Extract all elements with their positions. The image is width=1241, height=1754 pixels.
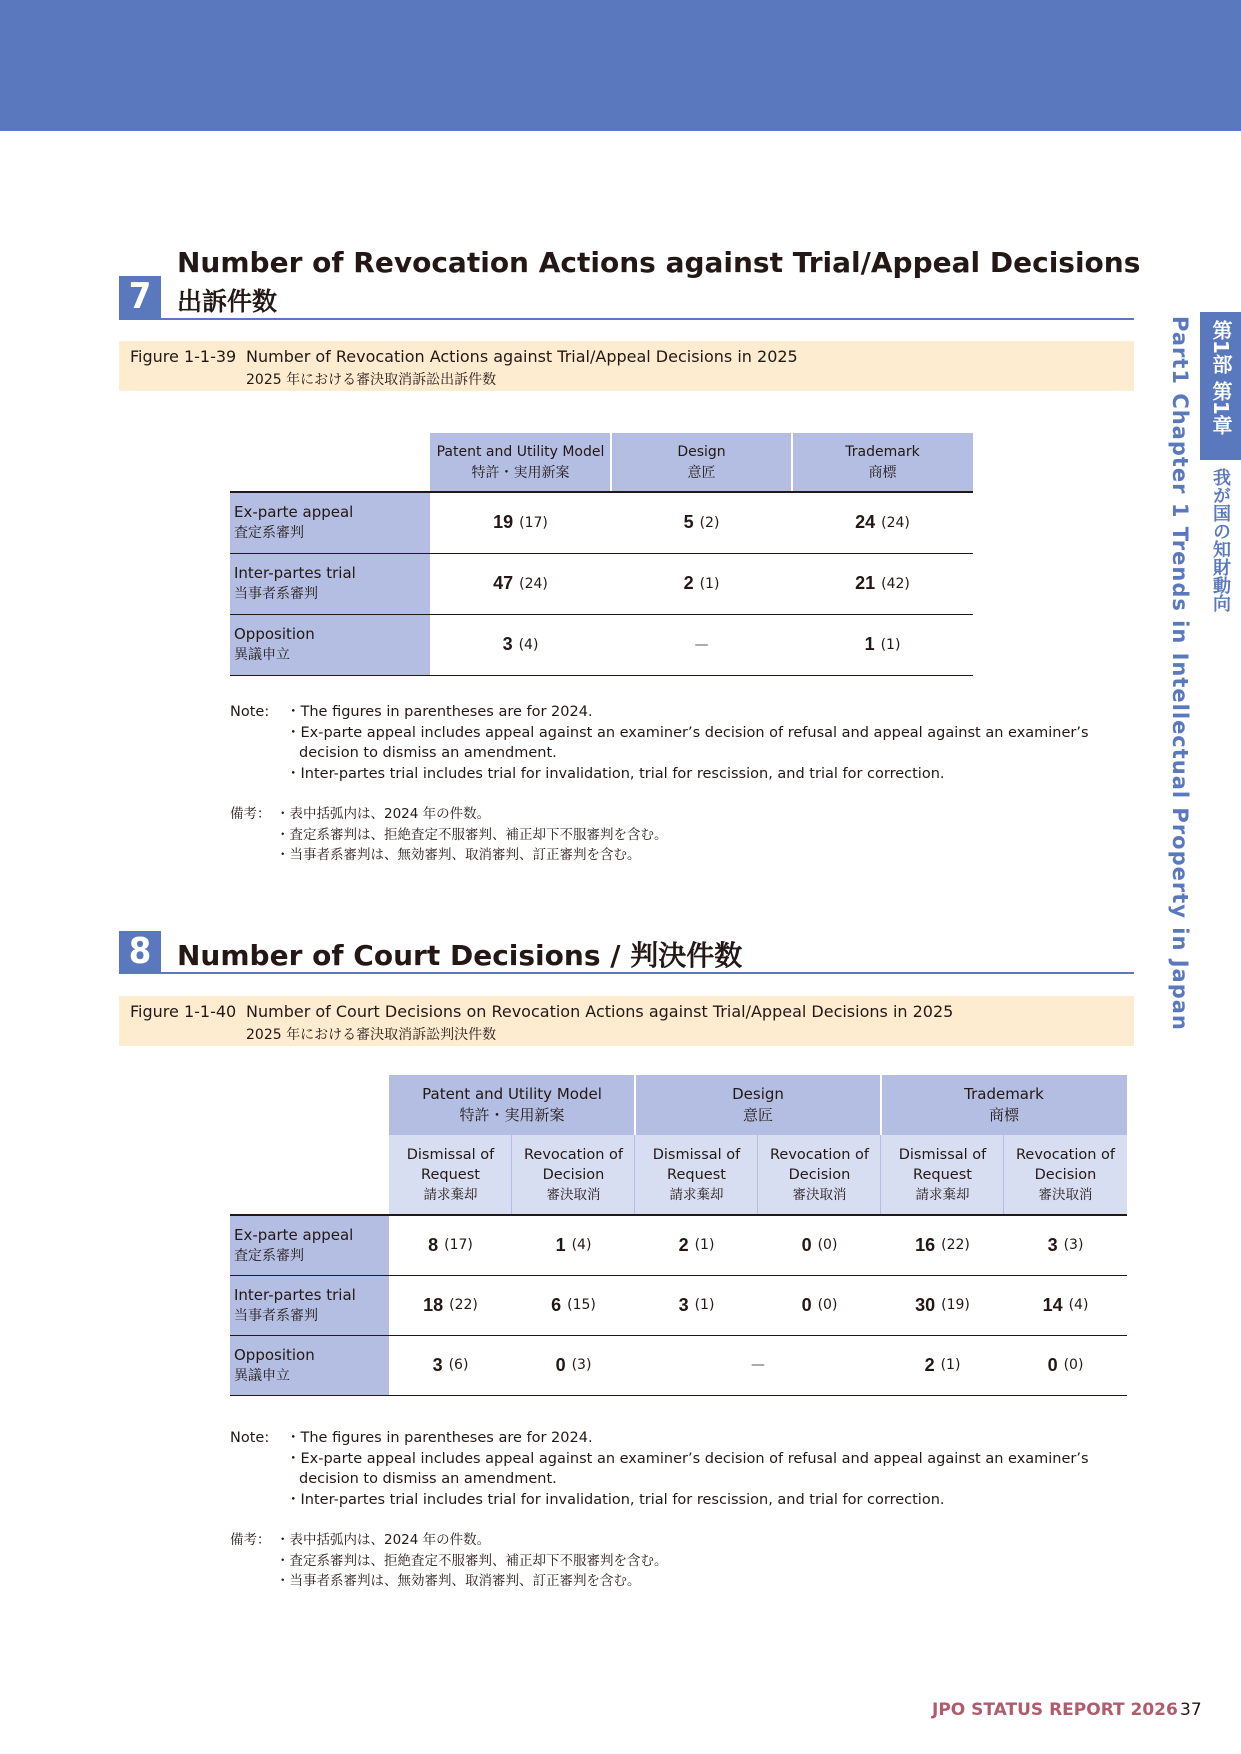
note-text: ・査定系審判は、拒絶査定不服審判、補正却下不服審判を含む。 bbox=[276, 1552, 668, 1569]
cell-value: 0 bbox=[1047, 1354, 1058, 1375]
side-chapter-jp: 我が国の知財動向 bbox=[1210, 468, 1231, 612]
subcolumn-line1: Revocation of bbox=[523, 1147, 623, 1163]
section-7-notes-jp bbox=[230, 804, 668, 866]
column-header-en: Patent and Utility Model bbox=[436, 443, 605, 460]
row-header-en: Ex-parte appeal bbox=[234, 503, 354, 521]
note-text: ・表中括弧内は、2024 年の件数。 bbox=[276, 806, 491, 822]
note-label: Note: bbox=[230, 1430, 270, 1446]
header-band bbox=[0, 0, 1241, 131]
subcolumn-jp: 請求棄却 bbox=[669, 1187, 724, 1203]
cell-value: 3 bbox=[502, 634, 513, 654]
figure-1-1-40-caption bbox=[119, 996, 1134, 1046]
cell-value-2024: (17) bbox=[444, 1237, 473, 1253]
row-rule bbox=[230, 675, 973, 676]
subcolumn-jp: 審決取消 bbox=[546, 1187, 601, 1203]
group-separator bbox=[634, 1075, 636, 1135]
note-line bbox=[230, 723, 1146, 764]
subcolumn-line1: Dismissal of bbox=[406, 1147, 495, 1163]
note-indent bbox=[230, 825, 276, 846]
row-header bbox=[230, 615, 430, 675]
row-header bbox=[230, 1216, 389, 1275]
page-number: 37 bbox=[1180, 1700, 1202, 1720]
cell-value: 30 bbox=[915, 1294, 936, 1315]
note-text: ・表中括弧内は、2024 年の件数。 bbox=[276, 1532, 491, 1548]
cell-value: 8 bbox=[428, 1234, 439, 1255]
cell-value-2024: (22) bbox=[449, 1297, 478, 1313]
cell-value-2024: (6) bbox=[448, 1357, 469, 1373]
cell-value-2024: (15) bbox=[567, 1297, 596, 1313]
note-line bbox=[230, 804, 668, 825]
figure-title-jp: 2025 年における審決取消訴訟判決件数 bbox=[246, 1027, 497, 1043]
section-8-rule bbox=[119, 972, 1134, 974]
cell-value-2024: (0) bbox=[817, 1297, 838, 1313]
cell-value: 0 bbox=[801, 1234, 812, 1255]
note-label: 備考： bbox=[230, 1532, 271, 1548]
header-separator bbox=[610, 433, 612, 492]
subcolumn-line2: Request bbox=[667, 1167, 726, 1183]
cell-value-2024: (3) bbox=[571, 1357, 592, 1373]
figure-1-1-39-caption bbox=[119, 341, 1134, 391]
cell-value-2024: (4) bbox=[1068, 1297, 1089, 1313]
subcolumn-line2: Request bbox=[913, 1167, 972, 1183]
table-cell bbox=[758, 1275, 881, 1335]
note-text: ・Inter-partes trial includes trial for invalidation, trial for rescission, and trial for correction. bbox=[286, 765, 945, 782]
note-text: ・The figures in parentheses are for 2024. bbox=[286, 704, 593, 720]
column-header bbox=[430, 433, 611, 492]
table-cell bbox=[430, 553, 611, 614]
row-header-jp: 査定系審判 bbox=[234, 1247, 304, 1264]
side-chapter-label: Part1 Chapter 1 Trends in Intellectual Property in Japan bbox=[1168, 316, 1192, 1031]
note-text: ・当事者系審判は、無効審判、取消審判、訂正審判を含む。 bbox=[276, 847, 641, 863]
column-group-en: Trademark bbox=[964, 1085, 1044, 1103]
no-data-dash: — bbox=[694, 636, 709, 653]
table-cell bbox=[611, 553, 792, 614]
cell-value-2024: (4) bbox=[518, 636, 539, 653]
subcolumn-separator bbox=[511, 1135, 512, 1215]
no-data-dash: — bbox=[751, 1357, 765, 1373]
table-cell bbox=[792, 614, 973, 675]
subcolumn-separator bbox=[880, 1135, 881, 1215]
cell-value-2024: (0) bbox=[817, 1237, 838, 1253]
table-cell bbox=[881, 1215, 1004, 1275]
cell-value: 19 bbox=[493, 512, 514, 532]
cell-value-2024: (24) bbox=[881, 514, 910, 531]
figure-number: Figure 1-1-40 bbox=[130, 1002, 237, 1021]
header-separator bbox=[791, 433, 793, 492]
subcolumn-line2: Decision bbox=[542, 1167, 605, 1183]
subcolumn-header bbox=[758, 1135, 881, 1215]
table-cell bbox=[1004, 1215, 1127, 1275]
column-group-header bbox=[389, 1075, 635, 1135]
subcolumn-separator bbox=[634, 1135, 635, 1215]
note-indent bbox=[230, 723, 286, 764]
cell-value-2024: (0) bbox=[1063, 1357, 1084, 1373]
column-group-header bbox=[881, 1075, 1127, 1135]
row-header-en: Opposition bbox=[234, 625, 315, 643]
note-line bbox=[230, 1571, 668, 1592]
cell-value-2024: (3) bbox=[1063, 1237, 1084, 1253]
table-cell bbox=[512, 1275, 635, 1335]
table-cell bbox=[512, 1215, 635, 1275]
section-7-title-jp: 出訴件数 bbox=[177, 287, 278, 316]
cell-value: 21 bbox=[855, 573, 876, 593]
table-cell bbox=[1004, 1335, 1127, 1395]
cell-value: 1 bbox=[555, 1234, 566, 1255]
empty-cell bbox=[635, 1335, 881, 1395]
cell-value: 47 bbox=[493, 573, 514, 593]
cell-value: 1 bbox=[864, 634, 875, 654]
column-header-jp: 意匠 bbox=[687, 464, 716, 481]
subcolumn-line1: Revocation of bbox=[769, 1147, 869, 1163]
cell-value: 0 bbox=[555, 1354, 566, 1375]
row-header-jp: 異議申立 bbox=[234, 1367, 290, 1384]
subcolumn-line1: Revocation of bbox=[1015, 1147, 1115, 1163]
cell-value-2024: (1) bbox=[699, 575, 720, 592]
cell-value-2024: (42) bbox=[881, 575, 910, 592]
cell-value-2024: (1) bbox=[694, 1297, 715, 1313]
figure-title-en: Number of Revocation Actions against Trial/Appeal Decisions in 2025 bbox=[246, 347, 798, 366]
note-text: ・当事者系審判は、無効審判、取消審判、訂正審判を含む。 bbox=[276, 1573, 641, 1589]
note-line bbox=[230, 1551, 668, 1572]
table-cell bbox=[881, 1335, 1004, 1395]
column-group-jp: 商標 bbox=[988, 1106, 1019, 1124]
table-cell bbox=[389, 1275, 512, 1335]
empty-cell bbox=[611, 614, 792, 675]
table-cell bbox=[430, 492, 611, 553]
side-part-tab bbox=[1200, 312, 1241, 460]
cell-value: 3 bbox=[678, 1294, 689, 1315]
note-text: ・Inter-partes trial includes trial for invalidation, trial for rescission, and trial for correction. bbox=[286, 1491, 945, 1508]
table-cell bbox=[389, 1335, 512, 1395]
table-cell bbox=[792, 492, 973, 553]
subcolumn-header bbox=[1004, 1135, 1127, 1215]
note-indent bbox=[230, 1490, 286, 1511]
row-header-en: Inter-partes trial bbox=[234, 564, 356, 582]
subcolumn-line1: Dismissal of bbox=[898, 1147, 987, 1163]
section-7-rule bbox=[119, 318, 1134, 320]
note-line bbox=[230, 825, 668, 846]
section-7-number: 7 bbox=[119, 276, 161, 318]
figure-number: Figure 1-1-39 bbox=[130, 347, 237, 366]
subcolumn-line2: Decision bbox=[788, 1167, 851, 1183]
cell-value: 24 bbox=[855, 512, 876, 532]
row-rule bbox=[230, 1395, 1127, 1396]
row-header-en: Inter-partes trial bbox=[234, 1285, 356, 1304]
column-group-jp: 意匠 bbox=[742, 1106, 773, 1124]
section-7-title-en: Number of Revocation Actions against Trial/Appeal Decisions bbox=[177, 246, 1141, 279]
note-indent bbox=[230, 1551, 276, 1572]
note-text: ・The figures in parentheses are for 2024. bbox=[286, 1430, 593, 1446]
note-text: ・Ex-parte appeal includes appeal against an examiner’s decision of refusal and appeal against an examiner’s decision to dismiss an amendment. bbox=[286, 724, 1089, 761]
table-cell bbox=[881, 1275, 1004, 1335]
cell-value-2024: (19) bbox=[941, 1297, 970, 1313]
cell-value-2024: (2) bbox=[699, 514, 720, 531]
row-header-jp: 当事者系審判 bbox=[234, 586, 318, 602]
note-text: ・査定系審判は、拒絶査定不服審判、補正却下不服審判を含む。 bbox=[276, 826, 668, 843]
column-header bbox=[792, 433, 973, 492]
table-cell bbox=[512, 1335, 635, 1395]
table-cell bbox=[635, 1275, 758, 1335]
column-group-jp: 特許・実用新案 bbox=[459, 1106, 565, 1124]
note-line bbox=[230, 845, 668, 866]
column-group-en: Patent and Utility Model bbox=[422, 1085, 602, 1103]
row-header bbox=[230, 1336, 389, 1395]
cell-value: 18 bbox=[423, 1294, 444, 1315]
figure-title-en: Number of Court Decisions on Revocation Actions against Trial/Appeal Decisions in 2025 bbox=[246, 1002, 954, 1021]
section-7-notes-en bbox=[230, 702, 1146, 784]
column-group-en: Design bbox=[732, 1085, 784, 1103]
column-header-jp: 商標 bbox=[868, 464, 897, 481]
note-line bbox=[230, 1428, 1146, 1449]
subcolumn-header bbox=[389, 1135, 512, 1215]
note-indent bbox=[230, 845, 276, 866]
subcolumn-header bbox=[881, 1135, 1004, 1215]
cell-value-2024: (22) bbox=[941, 1237, 970, 1253]
cell-value: 3 bbox=[1047, 1234, 1058, 1255]
footer-report-title: JPO STATUS REPORT 2026 bbox=[932, 1700, 1178, 1720]
subcolumn-jp: 審決取消 bbox=[792, 1187, 847, 1203]
cell-value: 2 bbox=[683, 573, 694, 593]
table-cell bbox=[1004, 1275, 1127, 1335]
note-line bbox=[230, 1490, 1146, 1511]
note-line bbox=[230, 1449, 1146, 1490]
row-header-jp: 異議申立 bbox=[234, 647, 290, 663]
note-line bbox=[230, 764, 1146, 785]
cell-value-2024: (24) bbox=[519, 575, 548, 592]
row-header bbox=[230, 493, 430, 553]
cell-value: 2 bbox=[678, 1234, 689, 1255]
cell-value: 6 bbox=[551, 1294, 562, 1315]
cell-value-2024: (4) bbox=[571, 1237, 592, 1253]
subcolumn-separator bbox=[1003, 1135, 1004, 1215]
cell-value: 5 bbox=[683, 512, 694, 532]
cell-value-2024: (1) bbox=[880, 636, 901, 653]
row-header-jp: 査定系審判 bbox=[234, 525, 304, 541]
column-header-en: Trademark bbox=[845, 443, 920, 460]
subcolumn-header bbox=[635, 1135, 758, 1215]
note-label: Note: bbox=[230, 704, 270, 720]
note-line bbox=[230, 1530, 668, 1551]
cell-value: 2 bbox=[924, 1354, 935, 1375]
table-cell bbox=[758, 1215, 881, 1275]
subcolumn-separator bbox=[757, 1135, 758, 1215]
table-cell bbox=[389, 1215, 512, 1275]
note-indent bbox=[230, 1449, 286, 1490]
note-line bbox=[230, 702, 1146, 723]
subcolumn-jp: 審決取消 bbox=[1038, 1187, 1093, 1203]
cell-value: 16 bbox=[915, 1234, 936, 1255]
cell-value: 0 bbox=[801, 1294, 812, 1315]
table-cell bbox=[430, 614, 611, 675]
column-header bbox=[611, 433, 792, 492]
table-cell bbox=[635, 1215, 758, 1275]
row-header-en: Opposition bbox=[234, 1345, 315, 1364]
section-8-number: 8 bbox=[119, 931, 161, 973]
subcolumn-line1: Dismissal of bbox=[652, 1147, 741, 1163]
section-8-notes-jp bbox=[230, 1530, 668, 1592]
figure-title-jp: 2025 年における審決取消訴訟出訴件数 bbox=[246, 372, 497, 388]
column-header-jp: 特許・実用新案 bbox=[471, 464, 570, 481]
row-header-jp: 当事者系審判 bbox=[234, 1307, 318, 1324]
cell-value: 14 bbox=[1042, 1294, 1063, 1315]
subcolumn-header bbox=[512, 1135, 635, 1215]
column-group-header bbox=[635, 1075, 881, 1135]
subcolumn-line2: Decision bbox=[1034, 1167, 1097, 1183]
group-separator bbox=[880, 1075, 882, 1135]
subcolumn-line2: Request bbox=[421, 1167, 480, 1183]
row-header bbox=[230, 1276, 389, 1335]
note-indent bbox=[230, 1571, 276, 1592]
cell-value: 3 bbox=[432, 1354, 443, 1375]
column-header-en: Design bbox=[677, 443, 726, 460]
subcolumn-jp: 請求棄却 bbox=[915, 1187, 970, 1203]
table-cell bbox=[611, 492, 792, 553]
section-8-title: Number of Court Decisions / 判決件数 bbox=[177, 939, 743, 972]
section-8-notes-en bbox=[230, 1428, 1146, 1510]
row-header-en: Ex-parte appeal bbox=[234, 1225, 354, 1244]
note-indent bbox=[230, 764, 286, 785]
note-text: ・Ex-parte appeal includes appeal against an examiner’s decision of refusal and appeal against an examiner’s decision to dismiss an amendment. bbox=[286, 1450, 1089, 1487]
row-header bbox=[230, 554, 430, 614]
cell-value-2024: (17) bbox=[519, 514, 548, 531]
cell-value-2024: (1) bbox=[940, 1357, 961, 1373]
side-part-tab-text: 第1部 第1章 bbox=[1209, 320, 1233, 435]
table-cell bbox=[792, 553, 973, 614]
note-label: 備考： bbox=[230, 806, 271, 822]
subcolumn-jp: 請求棄却 bbox=[423, 1187, 478, 1203]
cell-value-2024: (1) bbox=[694, 1237, 715, 1253]
